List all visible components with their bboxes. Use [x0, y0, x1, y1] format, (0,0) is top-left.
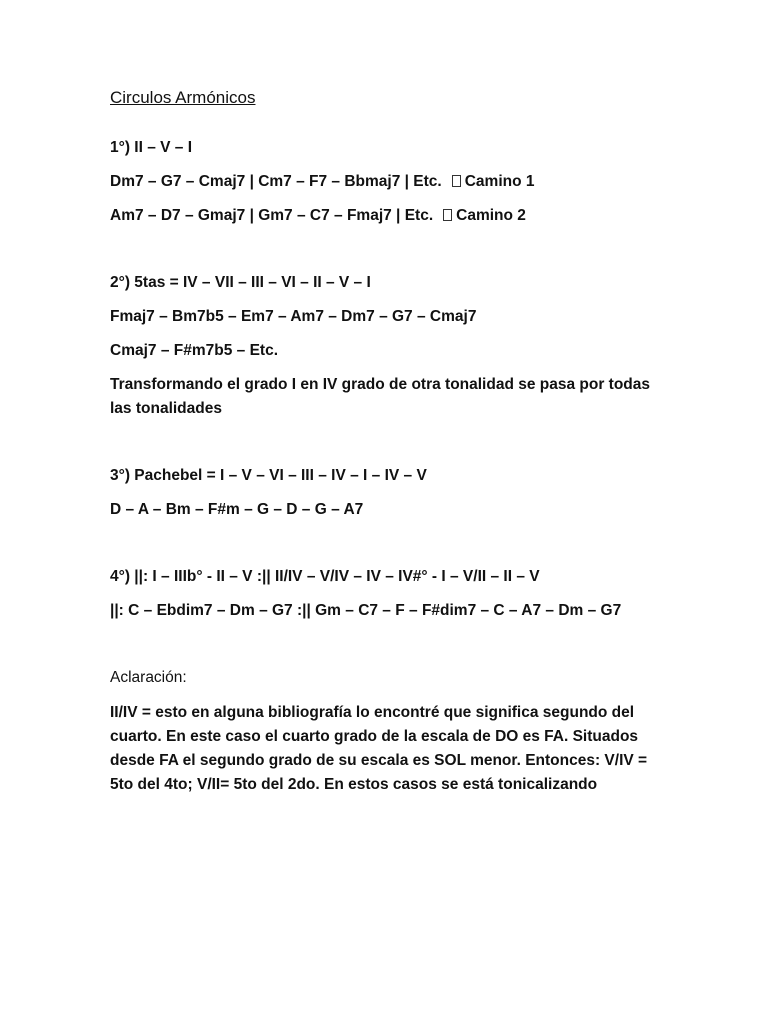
section1-progression-2 — [110, 204, 655, 228]
clarification-body: II/IV = esto en alguna bibliografía lo encontré que significa segundo del cuarto. En este caso el cuarto grado de la escala de DO es FA. Situados desde FA el segundo grado de su escala es SOL menor. Entonces: V/IV = 5to del 4to; V/II= 5to del 2do. En estos casos se está tonicalizando — [110, 704, 648, 793]
document-title: Circulos Armónicos — [110, 88, 256, 107]
missing-glyph-icon — [443, 209, 452, 221]
section1-heading: 1°) II – V – I — [110, 139, 193, 156]
section2-progression-1: Fmaj7 – Bm7b5 – Em7 – Am7 – Dm7 – G7 – Cmaj7 — [110, 308, 477, 325]
section2-heading: 2°) 5tas = IV – VII – III – VI – II – V – I — [110, 274, 371, 291]
camino-2-label: Camino 2 — [456, 207, 526, 224]
section3-progression: D – A – Bm – F#m – G – D – G – A7 — [110, 501, 364, 518]
section4-heading: 4°) ||: I – IIIb° - II – V :|| II/IV – V/IV – IV – IV#° - I – V/II – II – V — [110, 568, 540, 585]
clarification-heading: Aclaración: — [110, 669, 187, 686]
missing-glyph-icon — [452, 175, 461, 187]
section4-progression: ||: C – Ebdim7 – Dm – G7 :|| Gm – C7 – F – F#dim7 – C – A7 – Dm – G7 — [110, 602, 622, 619]
camino-1-label: Camino 1 — [464, 173, 535, 190]
section1-progression-1 — [110, 170, 655, 194]
section3-heading: 3°) Pachebel = I – V – VI – III – IV – I – IV – V — [110, 467, 427, 484]
section1-progression-1-text: Dm7 – G7 – Cmaj7 | Cm7 – F7 – Bbmaj7 | Etc. — [110, 173, 442, 190]
section2-progression-2: Cmaj7 – F#m7b5 – Etc. — [110, 342, 278, 359]
section2-note: Transformando el grado I en IV grado de otra tonalidad se pasa por todas las tonalidades — [110, 376, 651, 417]
document-page — [110, 86, 655, 797]
section1-progression-2-text: Am7 – D7 – Gmaj7 | Gm7 – C7 – Fmaj7 | Etc. — [110, 207, 434, 224]
